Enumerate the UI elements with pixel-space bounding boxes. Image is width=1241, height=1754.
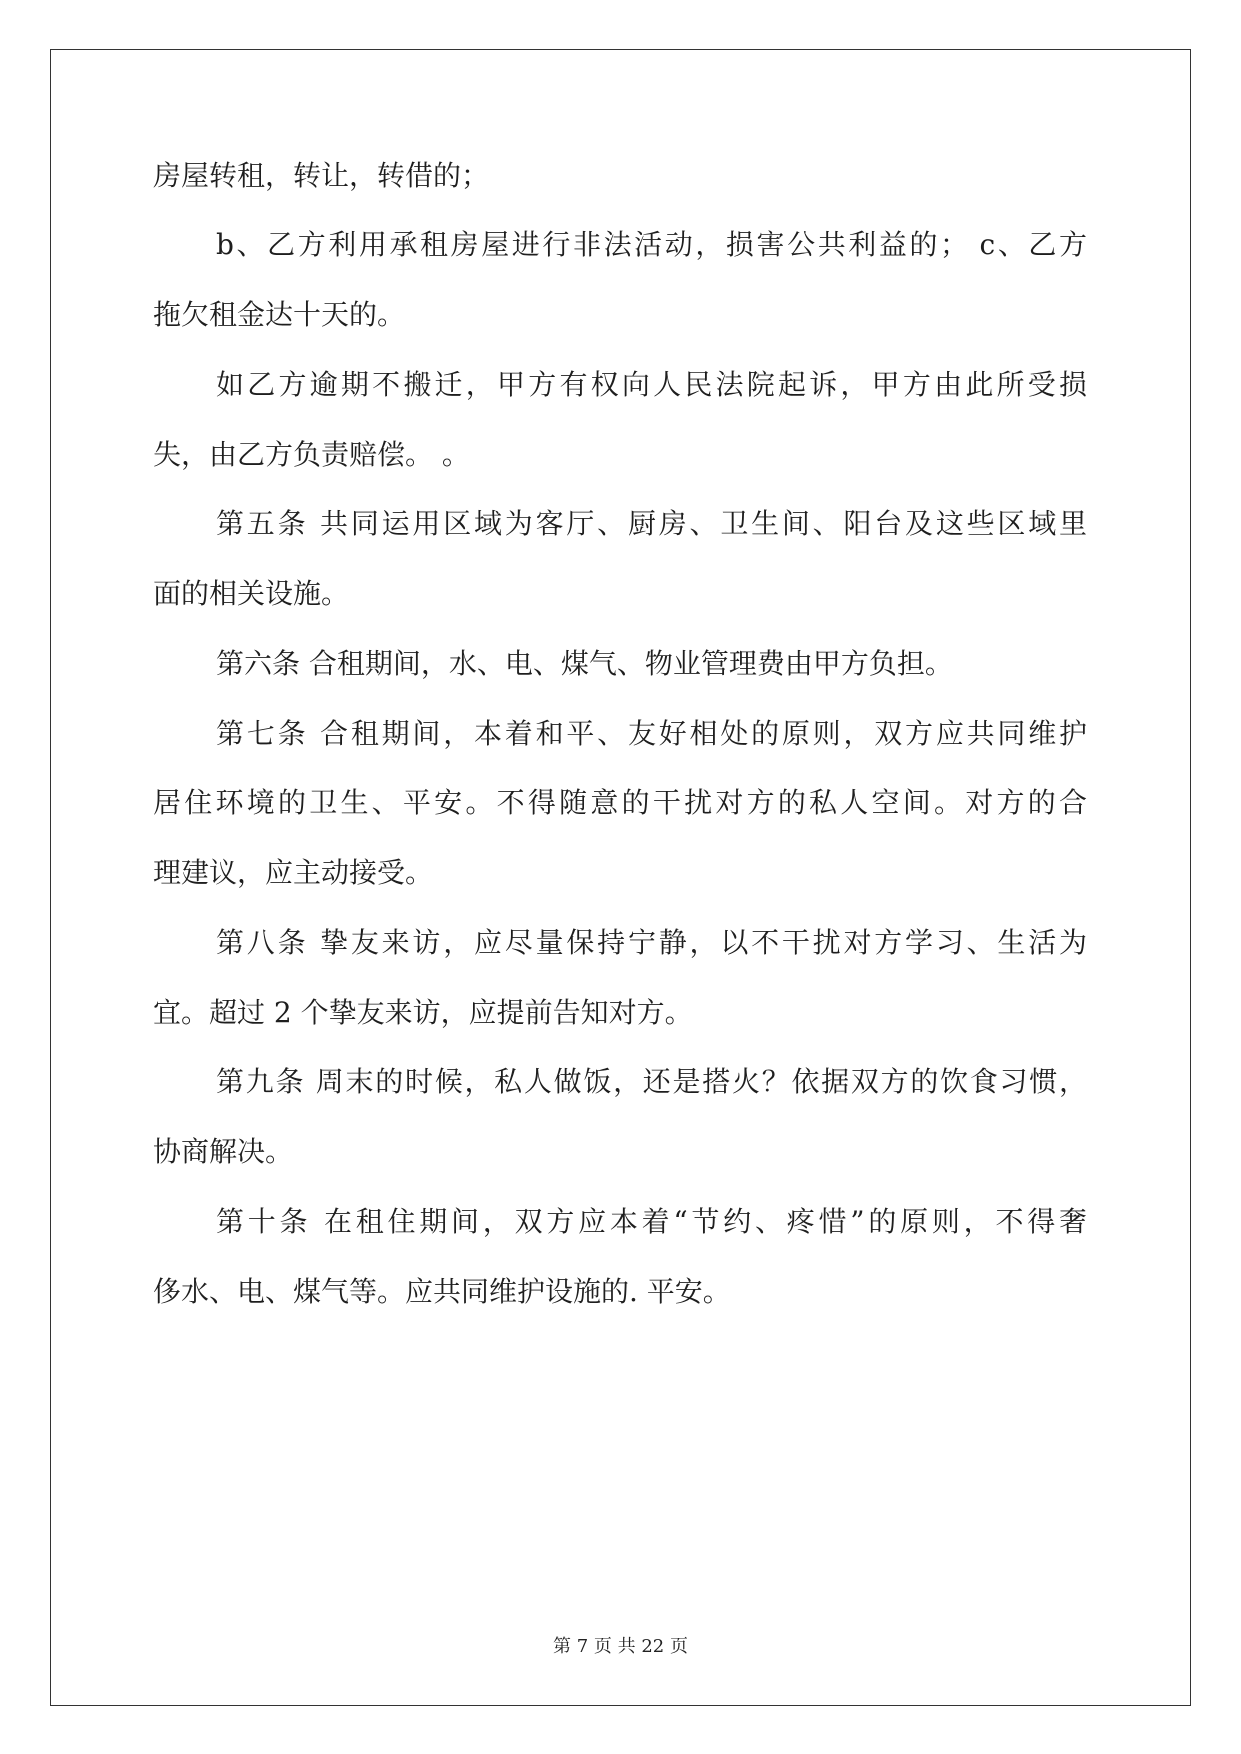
text-line: 第七条 合租期间，本着和平、友好相处的原则，双方应共同维护 [216,717,1087,750]
text-line: 第九条 周末的时候，私人做饭，还是搭火？依据双方的饮食习惯， [216,1065,1087,1098]
page-number-footer: 第 7 页 共 22 页 [553,1636,688,1657]
text-line: 协商解决。 [153,1135,294,1168]
text-line: 拖欠租金达十天的。 [153,298,406,331]
text-line: 房屋转租，转让，转借的； [153,159,490,192]
text-line: 侈水、电、煤气等。应共同维护设施的. 平安。 [153,1275,731,1308]
text-line: 第六条 合租期间，水、电、煤气、物业管理费由甲方负担。 [216,647,953,680]
text-line: 理建议，应主动接受。 [153,856,434,889]
text-line: 失，由乙方负责赔偿。 。 [153,438,470,471]
text-line: 宜。超过 2 个挚友来访，应提前告知对方。 [153,996,693,1029]
text-line: 第五条 共同运用区域为客厅、厨房、卫生间、阳台及这些区域里 [216,507,1087,540]
text-line: 居住环境的卫生、平安。不得随意的干扰对方的私人空间。对方的合 [153,786,1087,819]
text-line: 面的相关设施。 [153,577,350,610]
text-line: b、乙方利用承租房屋进行非法活动，损害公共利益的； c、乙方 [216,228,1087,261]
text-line: 第十条 在租住期间，双方应本着“节约、疼惜”的原则，不得奢 [216,1205,1087,1238]
text-line: 第八条 挚友来访，应尽量保持宁静，以不干扰对方学习、生活为 [216,926,1087,959]
text-line: 如乙方逾期不搬迁，甲方有权向人民法院起诉，甲方由此所受损 [216,368,1087,401]
